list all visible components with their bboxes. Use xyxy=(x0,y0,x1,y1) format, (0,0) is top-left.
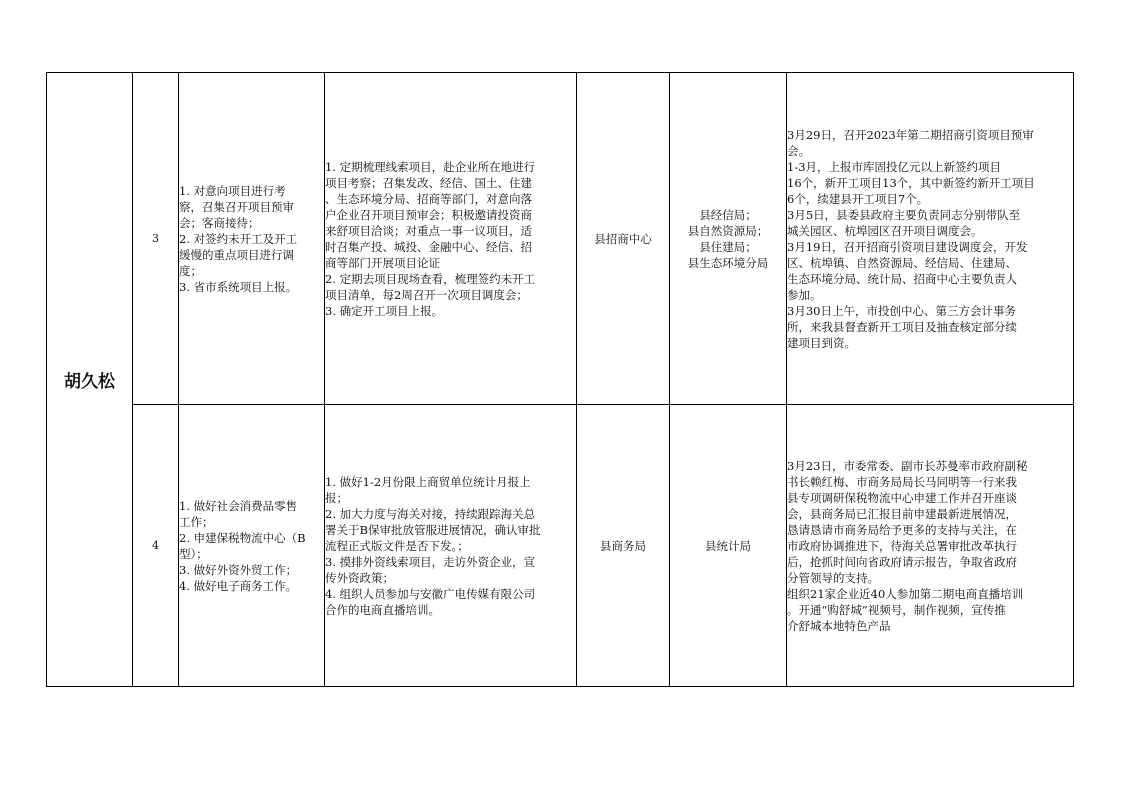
text-line: 建项目到资。 xyxy=(787,335,856,350)
text-line: 县专项调研保税物流中心申建工作并召开座谈 xyxy=(787,490,1017,505)
measures-text xyxy=(325,159,576,319)
text-line: 会；客商接待； xyxy=(179,215,260,230)
text-line: 分管领导的支持。 xyxy=(787,570,879,585)
text-line: 参加。 xyxy=(787,287,822,302)
text-line: 2. 申建保税物流中心（B xyxy=(179,530,306,545)
text-line: 1. 对意向项目进行考 xyxy=(179,183,286,198)
table-row xyxy=(47,73,1074,405)
leader-name: 胡久松 xyxy=(64,372,115,392)
coop-unit: 县生态环境分局 xyxy=(687,255,769,270)
measures-cell xyxy=(325,405,577,687)
work-progress-table xyxy=(46,72,1074,687)
text-line: 、生态环境分局、招商等部门，对意向落 xyxy=(325,191,532,206)
text-line: 后，抢抓时间向省政府请示报告，争取省政府 xyxy=(787,554,1017,569)
text-line: 4. 做好电子商务工作。 xyxy=(179,578,298,593)
text-line: 察，召集召开项目预审 xyxy=(179,199,294,214)
tasks-cell xyxy=(179,405,325,687)
text-line: 。开通“购舒城”视频号，制作视频，宣传推 xyxy=(787,602,1006,617)
text-line: 所，来我县督查新开工项目及抽查核定部分续 xyxy=(787,319,1017,334)
text-line: 3. 摸排外资线索项目，走访外资企业，宣 xyxy=(325,554,536,569)
text-line: 书长赖红梅、市商务局局长马同明等一行来我 xyxy=(787,474,1017,489)
text-line: 6个，续建县开工项目7个。 xyxy=(787,191,929,206)
text-line: 合作的电商直播培训。 xyxy=(325,602,440,617)
text-line: 度； xyxy=(179,263,202,278)
lead-unit: 县商务局 xyxy=(600,538,646,553)
coop-units-cell xyxy=(670,405,787,687)
coop-unit: 县自然资源局； xyxy=(687,223,769,238)
text-line: 城关园区、杭埠园区召开项目调度会。 xyxy=(787,223,983,238)
table-row xyxy=(47,405,1074,687)
text-line: 3月30日上午，市投创中心、第三方会计事务 xyxy=(787,303,1016,318)
coop-unit: 县统计局 xyxy=(705,538,751,553)
measures-cell xyxy=(325,73,577,405)
text-line: 3月23日，市委常委、副市长苏曼率市政府副秘 xyxy=(787,458,1028,473)
text-line: 2. 加大力度与海关对接，持续跟踪海关总 xyxy=(325,506,536,521)
text-line: 介舒城本地特色产品 xyxy=(787,618,891,633)
text-line: 项目考察；召集发改、经信、国土、住建 xyxy=(325,175,532,190)
progress-cell xyxy=(787,405,1074,687)
progress-text xyxy=(787,458,1073,634)
text-line: 署关于B保审批放管服进展情况，确认审批 xyxy=(325,522,541,537)
text-line: 组织21家企业近40人参加第二期电商直播培训 xyxy=(787,586,1024,601)
text-line: 型）； xyxy=(179,546,208,561)
progress-cell xyxy=(787,73,1074,405)
text-line: 市政府协调推进下，待海关总署审批改革执行 xyxy=(787,538,1017,553)
coop-unit: 县经信局； xyxy=(699,207,757,222)
text-line: 2. 对签约未开工及开工 xyxy=(179,231,298,246)
text-line: 3. 确定开工项目上报。 xyxy=(325,303,444,318)
text-line: 生态环境分局、统计局、招商中心主要负责人 xyxy=(787,271,1017,286)
text-line: 缓慢的重点项目进行调 xyxy=(179,247,294,262)
text-line: 1. 定期梳理线索项目，赴企业所在地进行 xyxy=(325,159,536,174)
text-line: 3月19日，召开招商引资项目建设调度会，开发 xyxy=(787,239,1028,254)
text-line: 3. 省市系统项目上报。 xyxy=(179,279,298,294)
text-line: 16个，新开工项目13个，其中新签约新开工项目 xyxy=(787,175,1035,190)
item-number-cell xyxy=(133,405,179,687)
text-line: 恳请恳请市商务局给予更多的支持与关注，在 xyxy=(787,522,1017,537)
item-number: 4 xyxy=(152,539,159,552)
text-line: 流程正式版文件是否下发。； xyxy=(325,538,469,553)
lead-unit-cell xyxy=(577,73,670,405)
text-line: 会。 xyxy=(787,143,810,158)
text-line: 来舒项目洽谈；对重点一事一议项目，适 xyxy=(325,223,532,238)
tasks-text xyxy=(179,498,324,594)
text-line: 1. 做好1-2月份限上商贸单位统计月报上 xyxy=(325,474,531,489)
text-line: 报； xyxy=(325,490,348,505)
text-line: 区、杭埠镇、自然资源局、经信局、住建局、 xyxy=(787,255,1017,270)
text-line: 工作； xyxy=(179,514,214,529)
item-number-cell xyxy=(133,73,179,405)
leader-name-cell xyxy=(47,73,133,687)
item-number: 3 xyxy=(152,232,159,245)
lead-unit: 县招商中心 xyxy=(594,231,652,246)
text-line: 2. 定期去项目现场查看，梳理签约未开工 xyxy=(325,271,536,286)
text-line: 会，县商务局已汇报目前申建最新进展情况， xyxy=(787,506,1017,521)
text-line: 户企业召开项目预审会；积极邀请投资商 xyxy=(325,207,532,222)
text-line: 商等部门开展项目论证 xyxy=(325,255,440,270)
text-line: 3月29日，召开2023年第二期招商引资项目预审 xyxy=(787,127,1034,142)
tasks-cell xyxy=(179,73,325,405)
text-line: 项目清单，每2周召开一次项目调度会； xyxy=(325,287,528,302)
tasks-text xyxy=(179,183,324,295)
text-line: 3. 做好外资外贸工作； xyxy=(179,562,298,577)
coop-unit: 县住建局； xyxy=(699,239,757,254)
lead-unit-cell xyxy=(577,405,670,687)
text-line: 1. 做好社会消费品零售 xyxy=(179,498,298,513)
coop-units-cell xyxy=(670,73,787,405)
text-line: 1-3月，上报市库固投亿元以上新签约项目 xyxy=(787,159,1002,174)
progress-text xyxy=(787,127,1073,351)
text-line: 4. 组织人员参加与安徽广电传媒有限公司 xyxy=(325,586,536,601)
text-line: 时召集产投、城投、金融中心、经信、招 xyxy=(325,239,532,254)
measures-text xyxy=(325,474,576,618)
text-line: 传外资政策； xyxy=(325,570,394,585)
text-line: 3月5日，县委县政府主要负责同志分别带队至 xyxy=(787,207,1021,222)
